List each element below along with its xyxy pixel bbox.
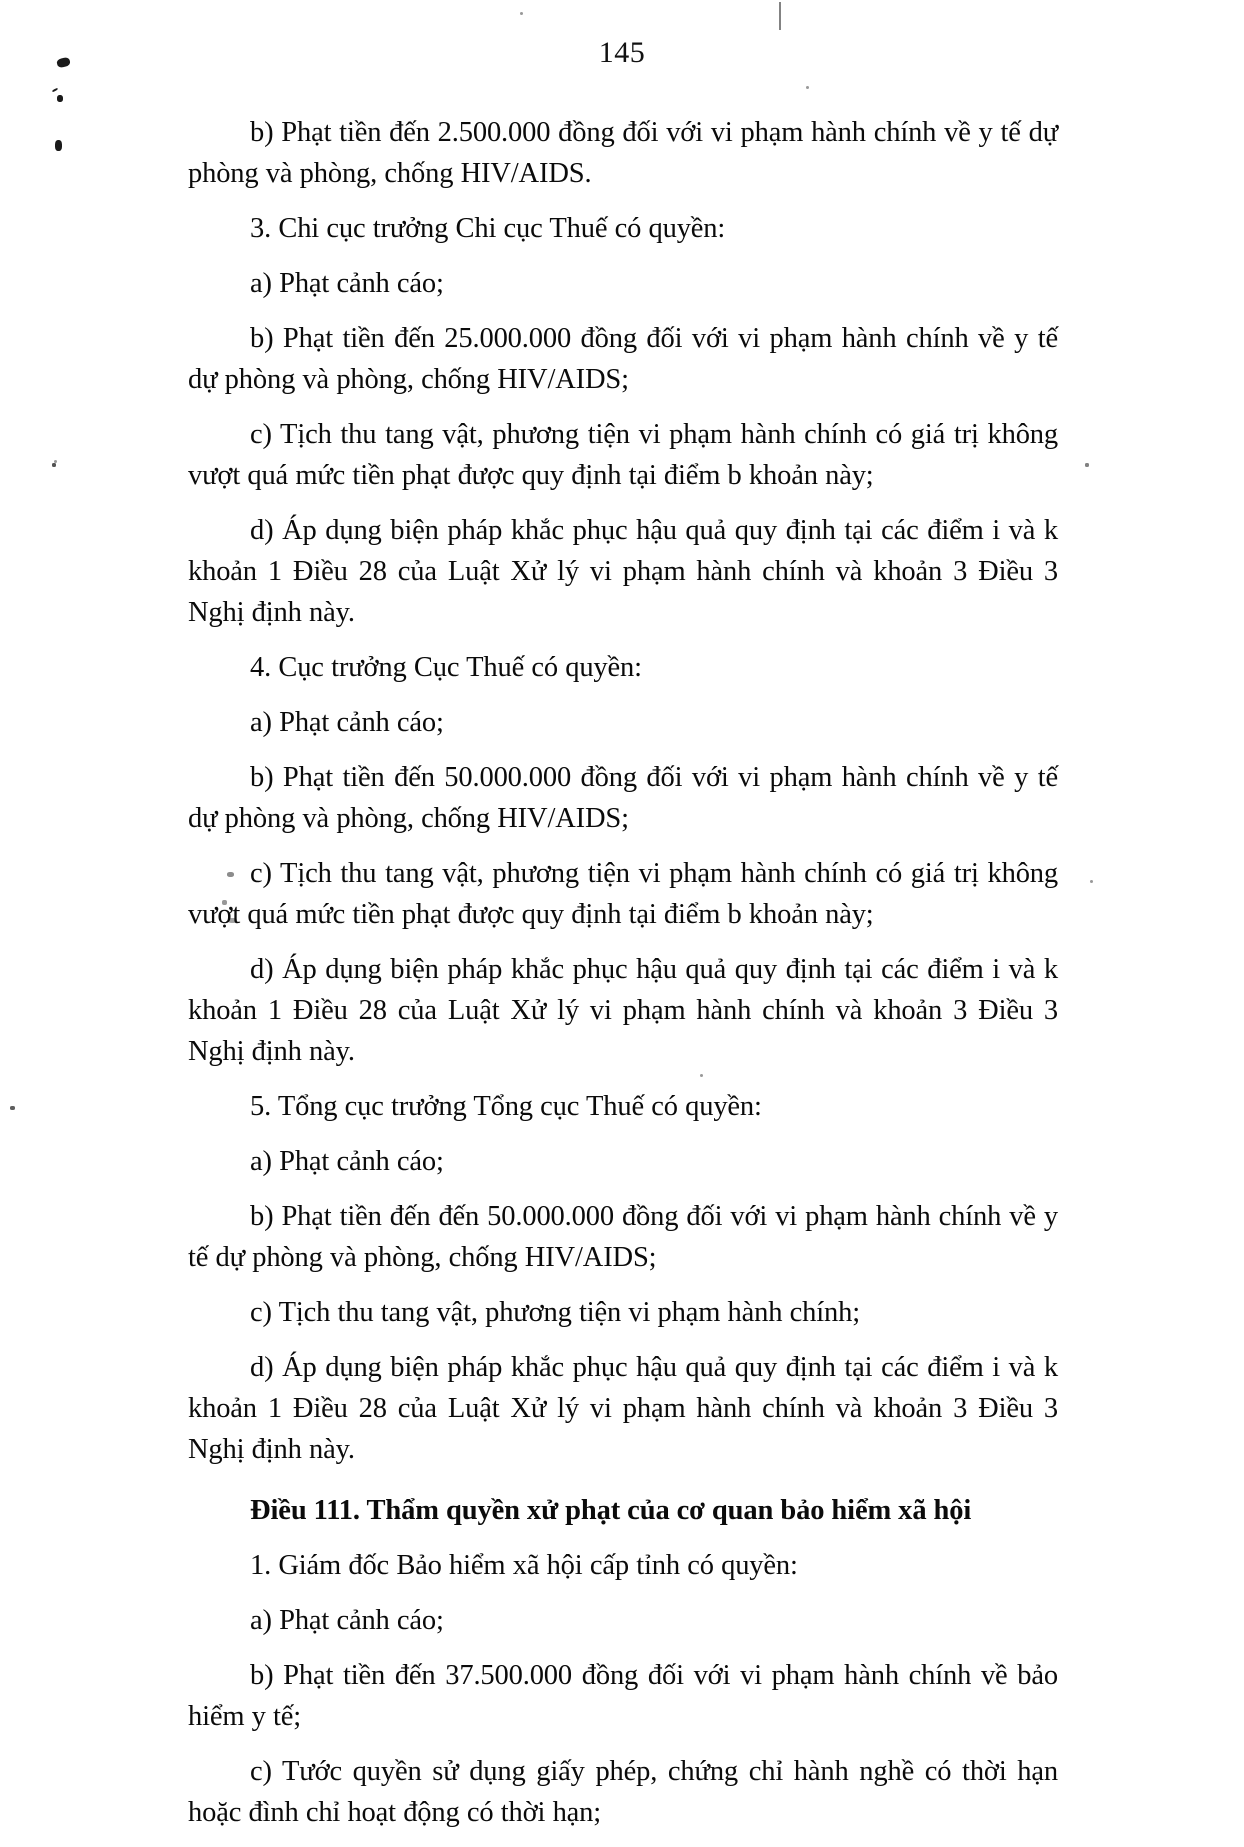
scan-tick-mark [779, 2, 781, 30]
paragraph: a) Phạt cảnh cáo; [250, 1605, 444, 1636]
paragraph: b) Phạt tiền đến 50.000.000 đồng đối với vi phạm hành chính về y tế dự phòng và phòng, chống HIV/AIDS; [188, 762, 1058, 834]
paragraph: b) Phạt tiền đến 25.000.000 đồng đối với vi phạm hành chính về y tế dự phòng và phòng, chống HIV/AIDS; [188, 323, 1058, 395]
paragraph: c) Tịch thu tang vật, phương tiện vi phạm hành chính có giá trị không vượt quá mức tiền phạt được quy định tại điểm b khoản này; [188, 858, 1058, 930]
paragraph: b) Phạt tiền đến đến 50.000.000 đồng đối với vi phạm hành chính về y tế dự phòng và phòng, chống HIV/AIDS; [188, 1201, 1058, 1273]
scan-speck [1085, 463, 1089, 467]
scan-speck [52, 463, 56, 467]
paragraph: d) Áp dụng biện pháp khắc phục hậu quả quy định tại các điểm i và k khoản 1 Điều 28 của Luật Xử lý vi phạm hành chính và khoản 3 Điều 3 Nghị định này. [188, 515, 1058, 628]
page-number: 145 [598, 36, 646, 69]
paragraph: c) Tịch thu tang vật, phương tiện vi phạm hành chính có giá trị không vượt quá mức tiền phạt được quy định tại điểm b khoản này; [188, 419, 1058, 491]
paragraph: 5. Tổng cục trưởng Tổng cục Thuế có quyền: [250, 1091, 762, 1122]
paragraph: a) Phạt cảnh cáo; [250, 1146, 444, 1177]
paragraph: 3. Chi cục trưởng Chi cục Thuế có quyền: [250, 213, 726, 244]
scan-speck [52, 88, 58, 93]
paragraph: d) Áp dụng biện pháp khắc phục hậu quả quy định tại các điểm i và k khoản 1 Điều 28 của Luật Xử lý vi phạm hành chính và khoản 3 Điều 3 Nghị định này. [188, 954, 1058, 1067]
scan-dot [1090, 880, 1093, 883]
paragraph: d) Áp dụng biện pháp khắc phục hậu quả quy định tại các điểm i và k khoản 1 Điều 28 của Luật Xử lý vi phạm hành chính và khoản 3 Điều 3 Nghị định này. [188, 1352, 1058, 1465]
paragraph: b) Phạt tiền đến 2.500.000 đồng đối với vi phạm hành chính về y tế dự phòng và phòng, chống HIV/AIDS. [188, 117, 1058, 189]
paragraph: 1. Giám đốc Bảo hiểm xã hội cấp tỉnh có quyền: [250, 1550, 798, 1581]
scan-dot [806, 86, 809, 89]
paragraph: a) Phạt cảnh cáo; [250, 268, 444, 299]
scan-speck [10, 1106, 15, 1110]
document-body [188, 112, 1058, 1847]
scan-dot [520, 12, 523, 15]
scan-speck [57, 95, 63, 102]
paragraph: b) Phạt tiền đến 37.500.000 đồng đối với vi phạm hành chính về bảo hiểm y tế; [188, 1660, 1058, 1732]
scan-dot [54, 460, 57, 463]
paragraph: c) Tịch thu tang vật, phương tiện vi phạm hành chính; [250, 1297, 860, 1328]
paragraph: 4. Cục trưởng Cục Thuế có quyền: [250, 652, 642, 683]
article-heading: Điều 111. Thẩm quyền xử phạt của cơ quan bảo hiểm xã hội [250, 1495, 972, 1526]
paragraph: c) Tước quyền sử dụng giấy phép, chứng chỉ hành nghề có thời hạn hoặc đình chỉ hoạt động có thời hạn; [188, 1756, 1058, 1828]
paragraph: a) Phạt cảnh cáo; [250, 707, 444, 738]
scan-speck [55, 140, 62, 151]
